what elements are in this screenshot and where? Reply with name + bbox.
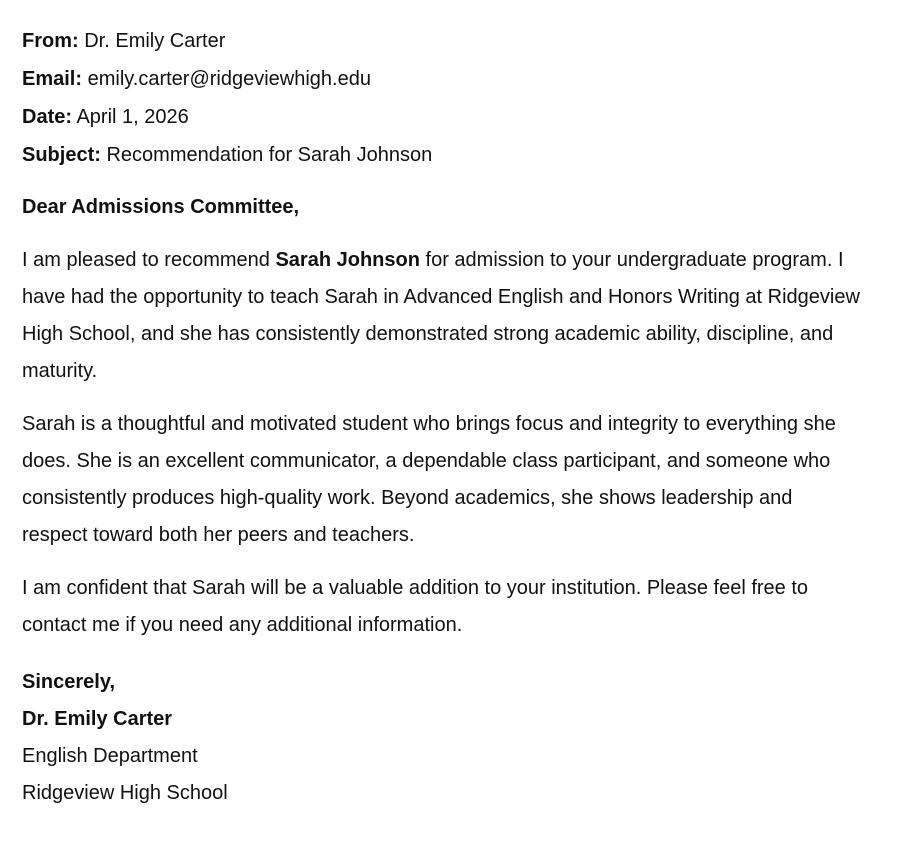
header-from-value: Dr. Emily Carter <box>84 30 226 52</box>
header-subject-value: Recommendation for Sarah Johnson <box>106 144 433 166</box>
header-date-label: Date: <box>22 106 73 128</box>
header-from-line <box>22 22 862 60</box>
closing-signer-name: Dr. Emily Carter <box>22 708 173 730</box>
closing-signoff: Sincerely, <box>22 671 116 693</box>
salutation: Dear Admissions Committee, <box>22 196 300 218</box>
paragraph-1-lead: I am pleased to recommend <box>22 249 276 271</box>
header-from-label: From: <box>22 30 79 52</box>
header-email-label: Email: <box>22 68 83 90</box>
closing-school: Ridgeview High School <box>22 782 228 804</box>
header-date-line <box>22 98 862 136</box>
header-email-value: emily.carter@ridgeviewhigh.edu <box>87 68 371 90</box>
body-paragraph-3: I am confident that Sarah will be a valuable addition to your institution. Please feel free to contact me if you need any additional information. <box>22 577 809 636</box>
student-name-emphasis: Sarah Johnson <box>275 249 420 271</box>
header-subject-label: Subject: <box>22 144 101 166</box>
body-paragraph-1 <box>22 242 862 390</box>
paragraph-1-rest: for admission to your undergraduate program. I have had the opportunity to teach Sarah in Advanced English and Honors Writing at Ridgeview High School, and she has consistently demonstrated strong academic ability, discipline, and maturity. <box>22 249 860 382</box>
header-subject-line <box>22 136 862 174</box>
closing-department: English Department <box>22 745 198 767</box>
letter-header <box>22 22 862 174</box>
header-date-value: April 1, 2026 <box>76 106 189 128</box>
closing-block <box>22 664 862 812</box>
header-email-line <box>22 60 862 98</box>
body-paragraph-2: Sarah is a thoughtful and motivated student who brings focus and integrity to everything she does. She is an excellent communicator, a dependable class participant, and someone who consistently produces high-quality work. Beyond academics, she shows leadership and respect toward both her peers and teachers. <box>22 413 836 546</box>
letter-body <box>22 22 862 812</box>
